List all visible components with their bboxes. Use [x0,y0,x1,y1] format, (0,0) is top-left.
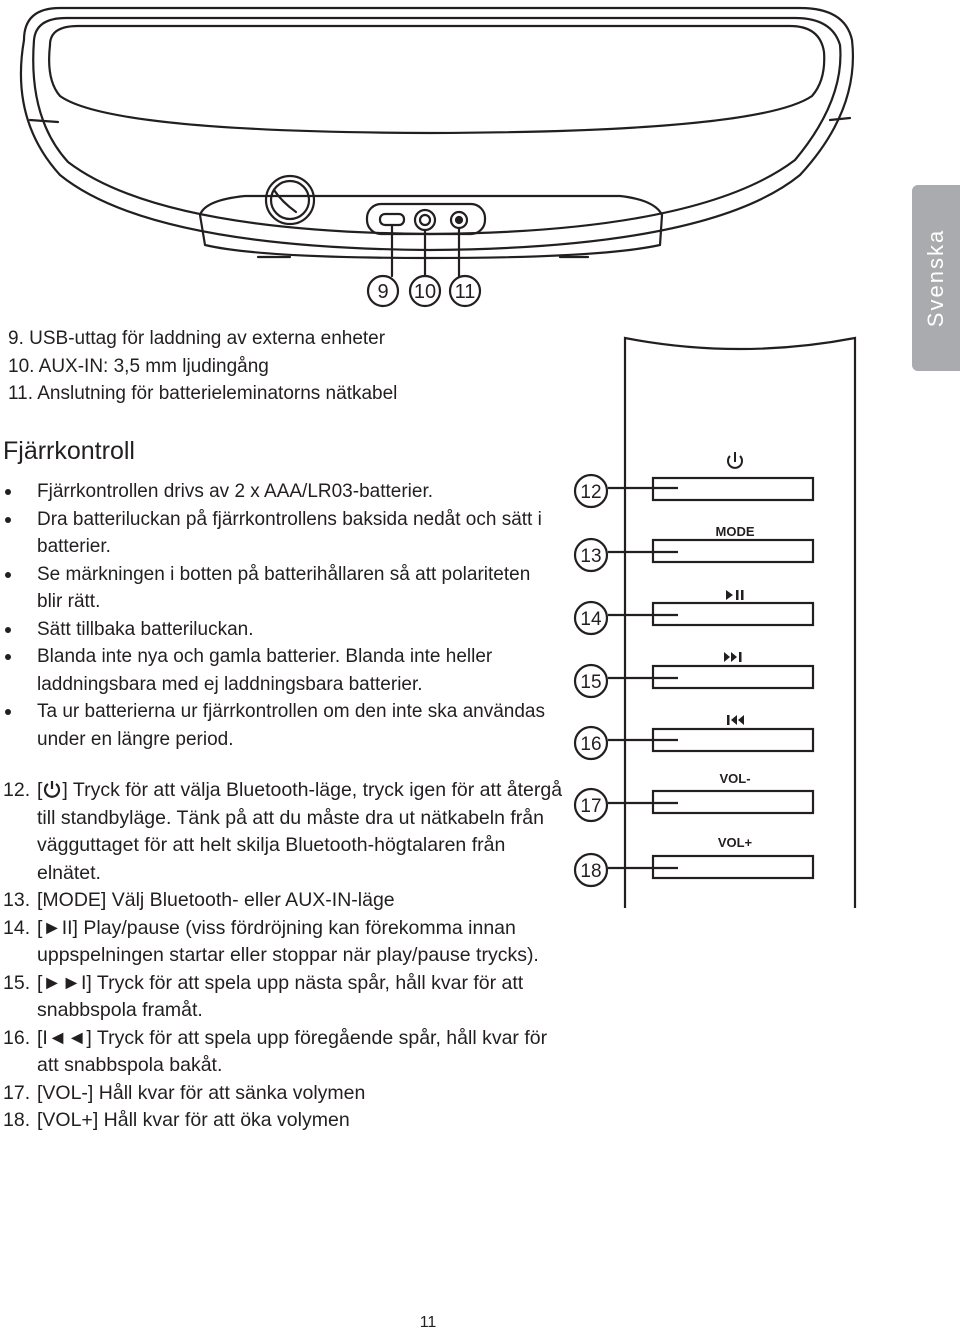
description-text: [►►I] Tryck för att spela upp nästa spår, håll kvar för att snabbspola framåt. [37,971,524,1021]
bullet-item: Fjärrkontrollen drivs av 2 x AAA/LR03-batterier. [0,478,560,506]
description-item [3,777,563,887]
next-track-icon [724,652,742,662]
description-number: 18. [3,1109,31,1131]
callout-17: 17 [580,796,602,817]
callout-11: 11 [454,281,476,303]
bullet-item: Ta ur batterierna ur fjärrkontrollen om den inte ska användas under en längre period. [0,698,560,753]
description-prefix: [ [37,779,43,801]
language-tab-label: Svenska [923,228,948,328]
description-number: 15. [3,971,31,994]
section-title: Fjärrkontroll [3,437,135,465]
play-pause-icon [726,590,744,600]
callout-12: 12 [580,482,602,503]
callout-18: 18 [580,861,602,882]
callout-10: 10 [413,281,437,303]
bullet-item: Blanda inte nya och gamla batterier. Blanda inte heller laddningsbara med ej laddningsbara batterier. [0,643,560,698]
bullet-item: Dra batteriluckan på fjärrkontrollens baksida nedåt och sätt i batterier. [0,506,560,561]
bullet-list [0,478,560,753]
description-number: 13. [3,889,31,911]
connection-item: 9. USB-uttag för laddning av externa enheter [8,328,386,349]
callout-15: 15 [580,672,602,693]
connection-item: 10. AUX-IN: 3,5 mm ljudingång [8,355,269,377]
prev-track-icon [727,715,744,725]
description-number: 16. [3,1026,31,1049]
description-text: [I◄◄] Tryck för att spela upp föregående spår, håll kvar för att snabbspola bakåt. [37,1026,548,1076]
description-number: 17. [3,1081,31,1104]
remote-illustration [560,320,900,910]
vol-plus-label: VOL+ [717,835,753,850]
description-text: [VOL+] Håll kvar för att öka volymen [37,1109,350,1131]
page-number: 11 [419,1314,437,1331]
description-number: 12. [3,779,31,801]
connection-item: 11. Anslutning för batterieleminatorns nätkabel [8,383,398,404]
speaker-illustration [0,0,960,320]
power-icon [42,779,62,799]
bullet-item: Sätt tillbaka batteriluckan. [0,616,560,644]
mode-label: MODE [715,524,755,539]
callout-14: 14 [580,609,602,630]
description-item [3,1080,563,1108]
description-item [3,970,563,1025]
description-text: [►II] Play/pause (viss fördröjning kan förekomma innan uppspelningen startar eller stoppar när play/pause trycks). [37,916,539,966]
bullet-item: Se märkningen i botten på batterihållaren så att polariteten blir rätt. [0,561,560,616]
callout-16: 16 [580,734,602,755]
button-description-list [3,777,563,1135]
description-item [3,915,563,970]
description-item [3,887,563,915]
description-item [3,1107,563,1135]
description-text: [MODE] Välj Bluetooth- eller AUX-IN-läge [37,889,395,911]
description-text: ] Tryck för att välja Bluetooth-läge, tryck igen för att återgå till standbyläge. Tänk på att du måste dra ut nätkabeln från vägguttaget för att helt skilja Bluetooth-högtalaren från elnätet. [37,779,563,884]
vol-minus-label: VOL- [719,771,751,786]
description-item [3,1025,563,1080]
power-icon [728,452,742,468]
callout-9: 9 [377,281,389,303]
description-text: [VOL-] Håll kvar för att sänka volymen [37,1081,366,1104]
callout-13: 13 [580,546,602,567]
connection-list [8,325,397,408]
description-number: 14. [3,916,31,939]
language-tab [912,185,960,371]
